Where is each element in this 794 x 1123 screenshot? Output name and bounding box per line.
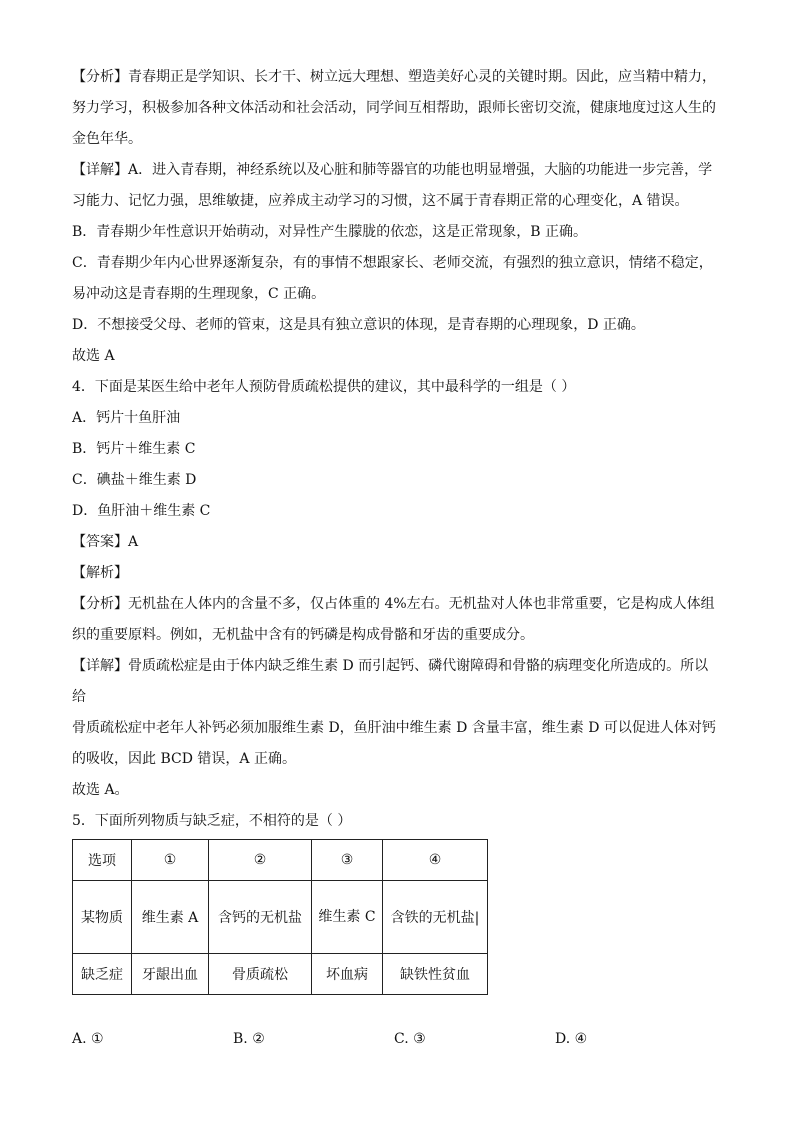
detail-line: 的吸收，因此 BCD 错误，A 正确。 — [72, 751, 296, 767]
table-cell: ② — [209, 840, 312, 881]
conclusion-line: 故选 A — [72, 348, 115, 364]
table-cell: 牙龈出血 — [132, 954, 209, 995]
table-cell: 骨质疏松 — [209, 954, 312, 995]
table-cell: 维生素 A — [132, 881, 209, 954]
detail-line: 骨质疏松症中老年人补钙必须加服维生素 D，鱼肝油中维生素 D 含量丰富，维生素 D 可以促进人体对钙 — [72, 720, 716, 736]
question-stem: 5．下面所列物质与缺乏症，不相符的是（ ） — [72, 813, 352, 829]
analysis-line: 【分析】无机盐在人体内的含量不多，仅占体重的 4%左右。无机盐对人体也非常重要，它是构成人体组 — [72, 596, 715, 612]
table-cell: 缺乏症 — [73, 954, 132, 995]
option-a: A. ① — [72, 1031, 104, 1047]
detail-section-1 — [72, 155, 722, 372]
table-cell: 缺铁性贫血 — [383, 954, 488, 995]
option-d: D. ④ — [555, 1031, 588, 1047]
detail-line: C．青春期少年内心世界逐渐复杂，有的事情不想跟家长、老师交流，有强烈的独立意识，情绪不稳定， — [72, 255, 713, 271]
detail-line: 【详解】骨质疏松症是由于体内缺乏维生素 D 而引起钙、磷代谢障碍和骨骼的病理变化所造成的。所以给 — [72, 658, 709, 705]
table-cell: 含钙的无机盐 — [209, 881, 312, 954]
detail-line: 【详解】A．进入青春期，神经系统以及心脏和肺等器官的功能也明显增强，大脑的功能进一步完善，学 — [72, 162, 713, 178]
question-4 — [72, 372, 722, 806]
deficiency-table — [72, 839, 488, 995]
conclusion-line: 故选 A。 — [72, 782, 129, 798]
detail-line: B．青春期少年性意识开始萌动，对异性产生朦胧的依恋，这是正常现象，B 正确。 — [72, 224, 588, 240]
table-cell: ④ — [383, 840, 488, 881]
option-b: B. ② — [233, 1031, 265, 1047]
analysis-section-1 — [72, 62, 722, 155]
option-b: B．钙片＋维生素 C — [72, 441, 196, 457]
table-cell: ③ — [312, 840, 383, 881]
option-c: C. ③ — [394, 1031, 426, 1047]
table-cell: 某物质 — [73, 881, 132, 954]
analysis-line: 【分析】青春期正是学知识、长才干、树立远大理想、塑造美好心灵的关键时期。因此，应当精中精力， — [72, 69, 716, 85]
analysis-line: 织的重要原料。例如，无机盐中含有的钙磷是构成骨骼和牙齿的重要成分。 — [72, 627, 534, 643]
analysis-line: 努力学习，积极参加各种文体活动和社会活动，同学间互相帮助，跟师长密切交流，健康地度过这人生的 — [72, 100, 716, 116]
table-row — [73, 954, 488, 995]
analysis-line: 金色年华。 — [72, 131, 142, 147]
option-c: C．碘盐＋维生素 D — [72, 472, 197, 488]
document-page — [72, 62, 722, 1047]
analysis-label: 【解析】 — [72, 565, 128, 581]
table-cell: 坏血病 — [312, 954, 383, 995]
detail-line: 习能力、记忆力强，思维敏捷，应养成主动学习的习惯，这不属于青春期正常的心理变化，A 错误。 — [72, 193, 689, 209]
detail-line: 易冲动这是青春期的生理现象，C 正确。 — [72, 286, 326, 302]
table-cell: ① — [132, 840, 209, 881]
detail-line: D．不想接受父母、老师的管束，这是具有独立意识的体现，是青春期的心理现象，D 正确。 — [72, 317, 645, 333]
table-header-row — [73, 840, 488, 881]
table-cell: 含铁的无机盐| — [383, 881, 488, 954]
table-row — [73, 881, 488, 954]
table-cell: 维生素 C — [312, 881, 383, 954]
question-stem: 4．下面是某医生给中老年人预防骨质疏松提供的建议，其中最科学的一组是（ ） — [72, 379, 576, 395]
question-5 — [72, 806, 722, 1047]
answer-options — [72, 1031, 722, 1047]
table-cell: 选项 — [73, 840, 132, 881]
option-a: A．钙片十鱼肝油 — [72, 410, 181, 426]
answer-line: 【答案】A — [72, 534, 139, 550]
option-d: D．鱼肝油＋维生素 C — [72, 503, 211, 519]
